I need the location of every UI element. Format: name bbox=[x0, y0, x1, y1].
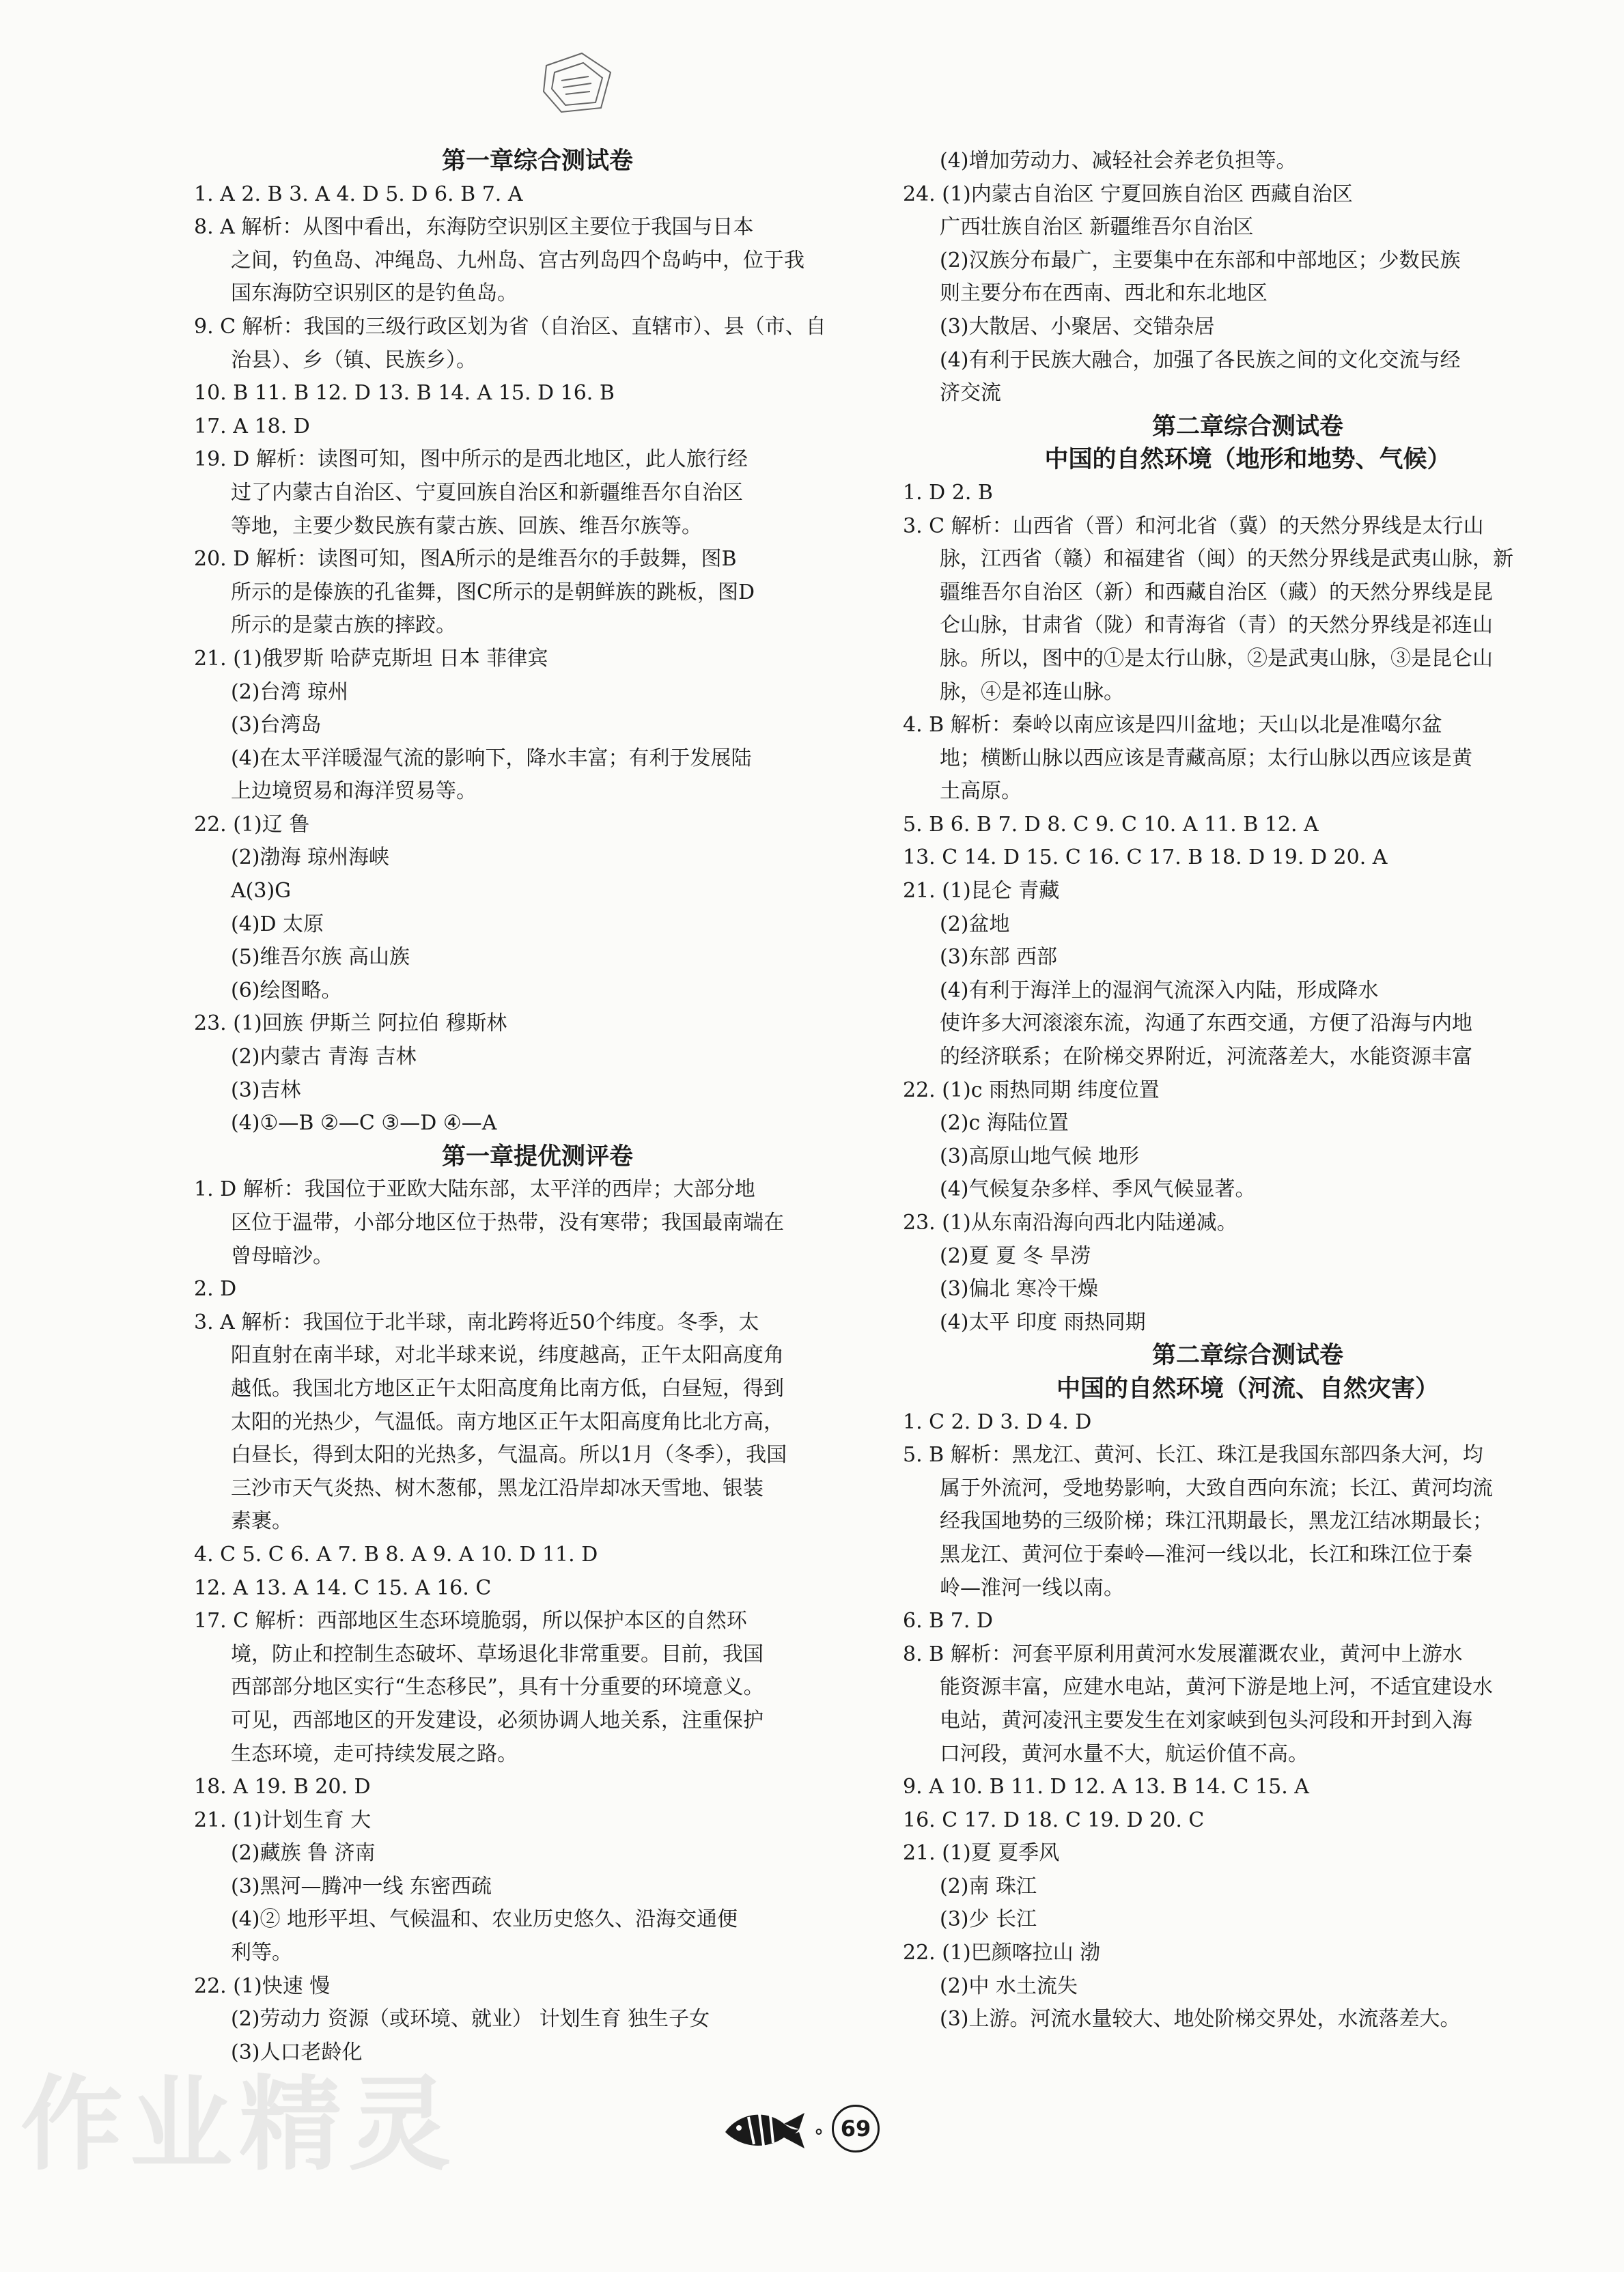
answer-line: (2)南 珠江 bbox=[940, 1874, 1037, 1898]
answer-line: (3)台湾岛 bbox=[231, 713, 322, 738]
answer-line: 素裹。 bbox=[231, 1509, 292, 1534]
answer-line: (2)劳动力 资源（或环境、就业） 计划生育 独生子女 bbox=[231, 2007, 710, 2032]
answer-line: 1. D 解析：我国位于亚欧大陆东部，太平洋的西岸；大部分地 bbox=[194, 1177, 755, 1202]
answer-line: (2)内蒙古 青海 吉林 bbox=[231, 1045, 417, 1069]
answer-line: (2)台湾 琼州 bbox=[231, 679, 349, 704]
answer-line: 过了内蒙古自治区、宁夏回族自治区和新疆维吾尔自治区 bbox=[231, 480, 743, 505]
answer-line: 9. A 10. B 11. D 12. A 13. B 14. C 15. A bbox=[903, 1775, 1309, 1799]
answer-line: 19. D 解析：读图可知，图中所示的是西北地区，此人旅行经 bbox=[194, 447, 748, 472]
answer-line: 20. D 解析：读图可知，图A所示的是维吾尔的手鼓舞，图B bbox=[194, 547, 737, 572]
answer-line: (3)上游。河流水量较大、地处阶梯交界处，水流落差大。 bbox=[940, 2007, 1461, 2032]
section-heading: 第一章综合测试卷 bbox=[441, 148, 633, 175]
answer-line: 17. C 解析：西部地区生态环境脆弱，所以保护本区的自然环 bbox=[194, 1609, 747, 1633]
answer-line: 3. A 解析：我国位于北半球，南北跨将近50个纬度。冬季，太 bbox=[194, 1310, 759, 1334]
answer-line: 13. C 14. D 15. C 16. C 17. B 18. D 19. D 20. A bbox=[903, 845, 1388, 870]
answer-line: (3)偏北 寒冷干燥 bbox=[940, 1277, 1099, 1302]
answer-line: 经我国地势的三级阶梯；珠江汛期最长，黑龙江结冰期最长； bbox=[940, 1509, 1493, 1534]
answer-line: 区位于温带，小部分地区位于热带，没有寒带；我国最南端在 bbox=[231, 1211, 784, 1235]
watermark: 作业精灵 bbox=[20, 2066, 458, 2185]
answer-line: (2)藏族 鲁 济南 bbox=[231, 1841, 376, 1866]
answer-line: 22. (1)巴颜喀拉山 渤 bbox=[903, 1941, 1101, 1965]
answer-line: 属于外流河，受地势影响，大致自西向东流；长江、黄河均流 bbox=[940, 1476, 1493, 1500]
answer-line: (3)高原山地气候 地形 bbox=[940, 1144, 1140, 1168]
answer-line: 16. C 17. D 18. C 19. D 20. C bbox=[903, 1808, 1205, 1832]
answer-line: 黑龙江、黄河位于秦岭—淮河一线以北，长江和珠江位于秦 bbox=[940, 1542, 1472, 1567]
left-column bbox=[194, 145, 881, 2069]
answer-line: (2)c 海陆位置 bbox=[940, 1111, 1069, 1136]
answer-line: (3)少 长江 bbox=[940, 1907, 1037, 1932]
answer-line: 可见，西部地区的开发建设，必须协调人地关系，注重保护 bbox=[231, 1708, 764, 1733]
answer-line: (4)在太平洋暖湿气流的影响下，降水丰富；有利于发展陆 bbox=[231, 746, 752, 770]
answer-line: 1. C 2. D 3. D 4. D bbox=[903, 1410, 1092, 1434]
answer-line: 9. C 解析：我国的三级行政区划为省（自治区、直辖市）、县（市、自 bbox=[194, 314, 826, 339]
section-heading: 中国的自然环境（地形和地势、气候） bbox=[1044, 446, 1451, 474]
answer-line: (4)增加劳动力、减轻社会养老负担等。 bbox=[940, 149, 1297, 173]
answer-line: 脉，江西省（赣）和福建省（闽）的天然分界线是武夷山脉，新 bbox=[940, 547, 1513, 572]
answer-line: (6)绘图略。 bbox=[231, 978, 342, 1002]
answer-line: 18. A 19. B 20. D bbox=[194, 1775, 371, 1799]
answer-line: 三沙市天气炎热、树木葱郁，黑龙江沿岸却冰天雪地、银装 bbox=[231, 1476, 764, 1500]
answer-line: 4. C 5. C 6. A 7. B 8. A 9. A 10. D 11. D bbox=[194, 1542, 598, 1567]
answer-line: 上边境贸易和海洋贸易等。 bbox=[231, 779, 477, 804]
answer-line: 8. A 解析：从图中看出，东海防空识别区主要位于我国与日本 bbox=[194, 215, 754, 240]
answer-line: 1. D 2. B bbox=[903, 480, 993, 505]
answer-line: A(3)G bbox=[231, 879, 292, 903]
answer-line: 仑山脉，甘肃省（陇）和青海省（青）的天然分界线是祁连山 bbox=[940, 613, 1493, 638]
answer-line: 所示的是傣族的孔雀舞，图C所示的是朝鲜族的跳板，图D bbox=[231, 580, 755, 604]
answer-line: 则主要分布在西南、西北和东北地区 bbox=[940, 281, 1268, 306]
section-heading: 中国的自然环境（河流、自然灾害） bbox=[1056, 1375, 1439, 1403]
answer-line: 21. (1)夏 夏季风 bbox=[903, 1841, 1060, 1866]
answer-line: (3)人口老龄化 bbox=[231, 2040, 363, 2064]
right-column bbox=[903, 145, 1593, 2036]
answer-line: (3)东部 西部 bbox=[940, 945, 1058, 970]
answer-line: 5. B 解析：黑龙江、黄河、长江、珠江是我国东部四条大河，均 bbox=[903, 1443, 1483, 1468]
answer-line: 22. (1)快速 慢 bbox=[194, 1974, 331, 1998]
answer-line: 1. A 2. B 3. A 4. D 5. D 6. B 7. A bbox=[194, 182, 523, 206]
answer-line: (2)中 水土流失 bbox=[940, 1974, 1078, 1998]
answer-line: 8. B 解析：河套平原利用黄河水发展灌溉农业，黄河中上游水 bbox=[903, 1642, 1463, 1666]
answer-line: 23. (1)回族 伊斯兰 阿拉伯 穆斯林 bbox=[194, 1011, 507, 1036]
answer-line: (4)①—B ②—C ③—D ④—A bbox=[231, 1111, 497, 1136]
answer-line: 济交流 bbox=[940, 381, 1001, 406]
answer-line: (4)太平 印度 雨热同期 bbox=[940, 1310, 1146, 1334]
answer-line: 广西壮族自治区 新疆维吾尔自治区 bbox=[940, 215, 1254, 240]
answer-line: (2)夏 夏 冬 旱涝 bbox=[940, 1244, 1091, 1268]
answer-line: 24. (1)内蒙古自治区 宁夏回族自治区 西藏自治区 bbox=[903, 182, 1353, 206]
answer-line: 曾母暗沙。 bbox=[231, 1244, 333, 1268]
answer-line: 21. (1)昆仑 青藏 bbox=[903, 879, 1060, 903]
answer-line: 22. (1)c 雨热同期 纬度位置 bbox=[903, 1078, 1160, 1102]
answer-line: 口河段，黄河水量不大，航运价值不高。 bbox=[940, 1741, 1308, 1766]
answer-line: (3)大散居、小聚居、交错杂居 bbox=[940, 314, 1215, 339]
answer-line: 5. B 6. B 7. D 8. C 9. C 10. A 11. B 12. A bbox=[903, 812, 1319, 837]
answer-line: 白昼长，得到太阳的光热多，气温高。所以1月（冬季），我国 bbox=[231, 1443, 787, 1468]
answer-line: 21. (1)俄罗斯 哈萨克斯坦 日本 菲律宾 bbox=[194, 646, 548, 671]
answer-line: 太阳的光热少，气温低。南方地区正午太阳高度角比北方高， bbox=[231, 1410, 784, 1434]
answer-line: 12. A 13. A 14. C 15. A 16. C bbox=[194, 1575, 492, 1600]
answer-line: (3)吉林 bbox=[231, 1078, 301, 1102]
fish-icon bbox=[718, 2103, 807, 2158]
answer-line: 所示的是蒙古族的摔跤。 bbox=[231, 613, 456, 638]
section-heading: 第一章提优测评卷 bbox=[441, 1142, 633, 1170]
answer-line: (2)盆地 bbox=[940, 912, 1010, 936]
answer-line: (4)有利于民族大融合，加强了各民族之间的文化交流与经 bbox=[940, 348, 1461, 372]
answer-line: 电站，黄河凌汛主要发生在刘家峡到包头河段和开封到入海 bbox=[940, 1708, 1472, 1733]
answer-line: (2)渤海 琼州海峡 bbox=[231, 845, 390, 870]
answer-line: 3. C 解析：山西省（晋）和河北省（冀）的天然分界线是太行山 bbox=[903, 514, 1484, 538]
answer-line: 土高原。 bbox=[940, 779, 1022, 804]
answer-line: 地；横断山脉以西应该是青藏高原；太行山脉以西应该是黄 bbox=[940, 746, 1472, 770]
answer-line: 岭—淮河一线以南。 bbox=[940, 1575, 1124, 1600]
answer-line: 利等。 bbox=[231, 1941, 292, 1965]
answer-line: 使许多大河滚滚东流，沟通了东西交通，方便了沿海与内地 bbox=[940, 1011, 1472, 1036]
answer-line: 22. (1)辽 鲁 bbox=[194, 812, 310, 837]
answer-line: 治县）、乡（镇、民族乡）。 bbox=[231, 348, 477, 372]
answer-line: 10. B 11. B 12. D 13. B 14. A 15. D 16. B bbox=[194, 381, 615, 406]
answer-line: (4)有利于海洋上的湿润气流深入内陆，形成降水 bbox=[940, 978, 1379, 1002]
answer-line: (3)黑河—腾冲一线 东密西疏 bbox=[231, 1874, 492, 1898]
page-number: 69 bbox=[832, 2105, 880, 2152]
stamp-logo-icon bbox=[534, 45, 623, 120]
answer-line: (5)维吾尔族 高山族 bbox=[231, 945, 410, 970]
section-heading: 第二章综合测试卷 bbox=[1151, 1342, 1343, 1370]
answer-line: 23. (1)从东南沿海向西北内陆递减。 bbox=[903, 1211, 1237, 1235]
section-heading: 第二章综合测试卷 bbox=[1151, 412, 1343, 440]
answer-line: 6. B 7. D bbox=[903, 1609, 993, 1633]
answer-line: 的经济联系；在阶梯交界附近，河流落差大，水能资源丰富 bbox=[940, 1045, 1472, 1069]
answer-line: (2)汉族分布最广，主要集中在东部和中部地区；少数民族 bbox=[940, 248, 1461, 272]
footer-dot: ° bbox=[814, 2125, 824, 2148]
answer-line: 之间，钓鱼岛、冲绳岛、九州岛、宫古列岛四个岛屿中，位于我 bbox=[231, 248, 804, 272]
answer-line: 西部部分地区实行“生态移民”，具有十分重要的环境意义。 bbox=[231, 1675, 764, 1700]
answer-line: (4)D 太原 bbox=[231, 912, 324, 936]
answer-line: 等地，主要少数民族有蒙古族、回族、维吾尔族等。 bbox=[231, 514, 702, 538]
answer-line: 生态环境，走可持续发展之路。 bbox=[231, 1741, 518, 1766]
answer-line: 4. B 解析：秦岭以南应该是四川盆地；天山以北是准噶尔盆 bbox=[903, 713, 1442, 738]
answer-line: 疆维吾尔自治区（新）和西藏自治区（藏）的天然分界线是昆 bbox=[940, 580, 1493, 604]
answer-line: 境，防止和控制生态破坏、草场退化非常重要。目前，我国 bbox=[231, 1642, 764, 1666]
answer-line: 2. D bbox=[194, 1277, 237, 1302]
answer-line: 脉，④是祁连山脉。 bbox=[940, 679, 1124, 704]
answer-line: 国东海防空识别区的是钓鱼岛。 bbox=[231, 281, 518, 306]
answer-line: 能资源丰富，应建水电站，黄河下游是地上河，不适宜建设水 bbox=[940, 1675, 1493, 1700]
answer-line: 17. A 18. D bbox=[194, 414, 310, 438]
answer-line: 21. (1)计划生育 大 bbox=[194, 1808, 372, 1832]
answer-line: 阳直射在南半球，对北半球来说，纬度越高，正午太阳高度角 bbox=[231, 1343, 784, 1368]
answer-line: (4)气候复杂多样、季风气候显著。 bbox=[940, 1177, 1256, 1202]
answer-line: 脉。所以，图中的①是太行山脉，②是武夷山脉，③是昆仑山 bbox=[940, 646, 1493, 671]
answer-line: 越低。我国北方地区正午太阳高度角比南方低，白昼短，得到 bbox=[231, 1376, 784, 1401]
answer-line: (4)② 地形平坦、气候温和、农业历史悠久、沿海交通便 bbox=[231, 1907, 738, 1932]
